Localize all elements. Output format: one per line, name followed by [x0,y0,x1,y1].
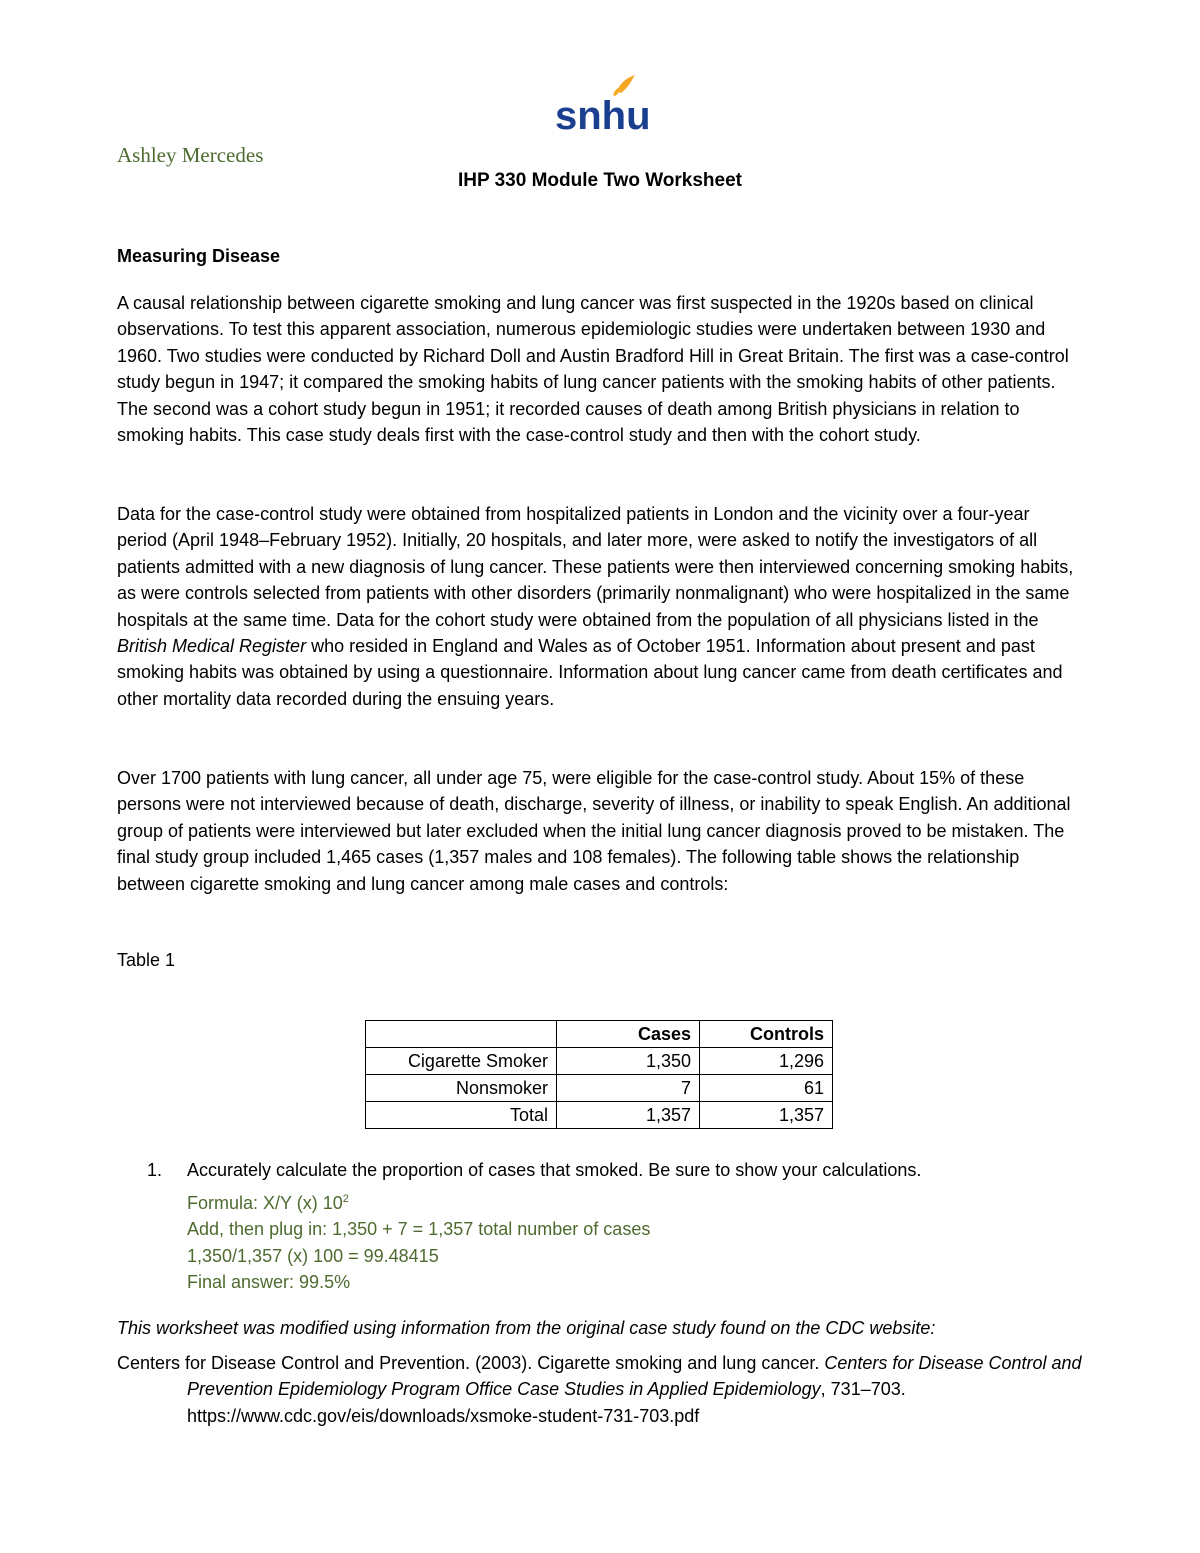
table-label: Table 1 [117,950,176,970]
author-name: Ashley Mercedes [117,143,264,167]
row-label: Nonsmoker [366,1075,557,1102]
page-title: IHP 330 Module Two Worksheet [457,170,742,191]
answer-final: Final answer: 99.5% [187,1272,351,1293]
register-title: British Medical Register [117,636,307,657]
paragraph-text: Data for the case-control study were obtained from hospitalized patients in London and the vicinity over a four-year period (April 1948–February 1952). Initially, 20 hospitals, and later more, were asked to notify the investigators of all patients admitted with a new diagnosis of lung cancer. These patients were then interviewed concerning smoking habits, as were controls selected from patients with other disorders (primarily nonmalignant) who were hospitalized in the same hospitals at the same time. Data for the cohort study were obtained from the population of all physicians listed in the [117,504,1074,630]
paragraph-data-collection [117,501,1083,712]
controls-cell: 1,296 [700,1048,833,1075]
question-text: Accurately calculate the proportion of cases that smoked. Be sure to show your calculations. [187,1160,922,1180]
table-header-controls: Controls [700,1021,833,1048]
paragraph-text: who resided in England and Wales as of October 1951. Information about present and past smoking habits was obtained by using a questionnaire. Information about lung cancer came from death certificates and other mortality data recorded during the ensuing years. [117,636,1063,709]
answer-list [187,1186,650,1296]
smoking-table [365,1020,833,1129]
answer-step-2: 1,350/1,357 (x) 100 = 99.48415 [187,1245,439,1266]
reference-citation [117,1350,1083,1429]
formula-text: Formula: X/Y (x) 10 [187,1193,343,1213]
source-note: This worksheet was modified using information from the original case study found on the CDC website: [117,1318,936,1338]
table-header-cases: Cases [557,1021,700,1048]
row-label: Total [366,1102,557,1129]
cases-cell: 1,357 [557,1102,700,1129]
controls-cell: 1,357 [700,1102,833,1129]
answer-step-1: Add, then plug in: 1,350 + 7 = 1,357 total number of cases [187,1219,651,1240]
snhu-logo-graphic [555,75,651,138]
table-total-row [366,1102,833,1129]
answer-formula [187,1186,650,1216]
snhu-logo [555,75,651,138]
paragraph-study-group: Over 1700 patients with lung cancer, all under age 75, were eligible for the case-control study. About 15% of these persons were not interviewed because of death, discharge, severity of illness, or inability to speak English. An additional group of patients were interviewed but later excluded when the initial lung cancer diagnosis proved to be mistaken. The final study group included 1,465 cases (1,357 males and 108 females). The following table shows the relationship between cigarette smoking and lung cancer among male cases and controls: [117,768,1071,894]
paragraph-intro: A causal relationship between cigarette smoking and lung cancer was first suspected in the 1920s based on clinical observations. To test this apparent association, numerous epidemiologic studies were undertaken between 1930 and 1960. Two studies were conducted by Richard Doll and Austin Bradford Hill in Great Britain. The first was a case-control study begun in 1947; it compared the smoking habits of lung cancer patients with the smoking habits of other patients. The second was a cohort study begun in 1951; it recorded causes of death among British physicians in relation to smoking habits. This case study deals first with the case-control study and then with the cohort study. [117,293,1069,446]
formula-exponent: 2 [342,1193,349,1205]
controls-cell: 61 [700,1075,833,1102]
reference-text: Centers for Disease Control and Prevention. (2003). Cigarette smoking and lung cancer. [117,1353,825,1373]
reference-pages: , 731–703. [820,1379,906,1400]
section-heading: Measuring Disease [117,246,281,266]
snhu-logo-text: snhu [555,94,651,138]
cases-cell: 1,350 [557,1048,700,1075]
reference-url[interactable]: https://www.cdc.gov/eis/downloads/xsmoke-student-731-703.pdf [187,1405,700,1426]
table-header-row [366,1021,833,1048]
table-row [366,1048,833,1075]
table-header-blank [366,1021,557,1048]
reference-journal: Centers for Disease Control and Prevention Epidemiology Program Office Case Studies in Applied Epidemiology [187,1353,1082,1400]
row-label: Cigarette Smoker [366,1048,557,1075]
cases-cell: 7 [557,1075,700,1102]
question-number: 1. [147,1160,163,1180]
table-row [366,1075,833,1102]
